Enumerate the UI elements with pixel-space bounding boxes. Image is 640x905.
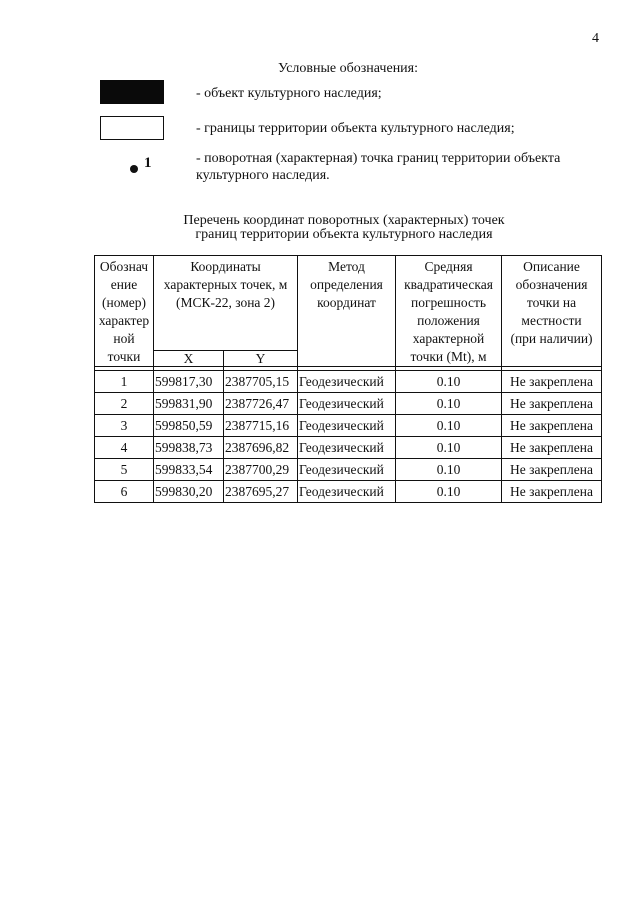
- cell-error: 0.10: [396, 415, 502, 437]
- table-row: [95, 371, 602, 393]
- legend-item-text: [196, 150, 560, 184]
- cell-error: 0.10: [396, 437, 502, 459]
- header-x: X: [154, 351, 224, 367]
- cell-num: 5: [95, 459, 154, 481]
- table-row: [95, 481, 602, 503]
- cell-method: Геодезический: [298, 459, 396, 481]
- cell-error: 0.10: [396, 459, 502, 481]
- cell-y: 2387715,16: [224, 415, 298, 437]
- territory-boundary-swatch: [100, 116, 164, 140]
- legend-item-text: - границы территории объекта культурного наследия;: [196, 121, 515, 136]
- table-title-line: границ территории объекта культурного наследия: [195, 227, 493, 242]
- cell-x: 599850,59: [154, 415, 224, 437]
- cultural-object-swatch: [100, 80, 164, 104]
- table-row: [95, 393, 602, 415]
- table-row: [95, 459, 602, 481]
- cell-method: Геодезический: [298, 393, 396, 415]
- cell-y: 2387696,82: [224, 437, 298, 459]
- cell-x: 599831,90: [154, 393, 224, 415]
- header-coordinates: Координаты характерных точек, м (МСК-22, зона 2): [154, 256, 298, 351]
- cell-num: 6: [95, 481, 154, 503]
- cell-y: 2387695,27: [224, 481, 298, 503]
- table-row: [95, 437, 602, 459]
- cell-desc: Не закреплена: [502, 371, 602, 393]
- cell-x: 599817,30: [154, 371, 224, 393]
- legend-title: Условные обозначения:: [277, 61, 419, 76]
- cell-num: 4: [95, 437, 154, 459]
- cell-method: Геодезический: [298, 481, 396, 503]
- legend-item-text-line: - поворотная (характерная) точка границ территории объекта: [196, 151, 561, 166]
- cell-x: 599830,20: [154, 481, 224, 503]
- cell-error: 0.10: [396, 393, 502, 415]
- header-description: Описание обозначения точки на местности (при наличии): [502, 256, 602, 367]
- coordinates-table: [94, 255, 602, 503]
- table-title-line: Перечень координат поворотных (характерных) точек: [183, 213, 505, 228]
- turning-point-label: 1: [144, 155, 152, 171]
- cell-method: Геодезический: [298, 371, 396, 393]
- cell-method: Геодезический: [298, 415, 396, 437]
- cell-x: 599838,73: [154, 437, 224, 459]
- cell-desc: Не закреплена: [502, 481, 602, 503]
- cell-y: 2387700,29: [224, 459, 298, 481]
- header-method: Метод определения координат: [298, 256, 396, 367]
- cell-desc: Не закреплена: [502, 415, 602, 437]
- legend-item-text-line: культурного наследия.: [196, 168, 330, 183]
- cell-desc: Не закреплена: [502, 393, 602, 415]
- header-designation: Обознач ение (номер) характер ной точки: [95, 256, 154, 367]
- cell-num: 2: [95, 393, 154, 415]
- page-number: 4: [592, 31, 599, 46]
- cell-y: 2387705,15: [224, 371, 298, 393]
- cell-method: Геодезический: [298, 437, 396, 459]
- cell-desc: Не закреплена: [502, 437, 602, 459]
- legend-item-text: - объект культурного наследия;: [196, 86, 382, 101]
- cell-error: 0.10: [396, 371, 502, 393]
- turning-point-dot-icon: [130, 165, 138, 173]
- cell-num: 3: [95, 415, 154, 437]
- header-y: Y: [224, 351, 298, 367]
- header-error: Средняя квадратическая погрешность положения характерной точки (Mt), м: [396, 256, 502, 367]
- cell-x: 599833,54: [154, 459, 224, 481]
- cell-desc: Не закреплена: [502, 459, 602, 481]
- cell-error: 0.10: [396, 481, 502, 503]
- table-title: [0, 214, 640, 242]
- cell-num: 1: [95, 371, 154, 393]
- cell-y: 2387726,47: [224, 393, 298, 415]
- table-row: [95, 415, 602, 437]
